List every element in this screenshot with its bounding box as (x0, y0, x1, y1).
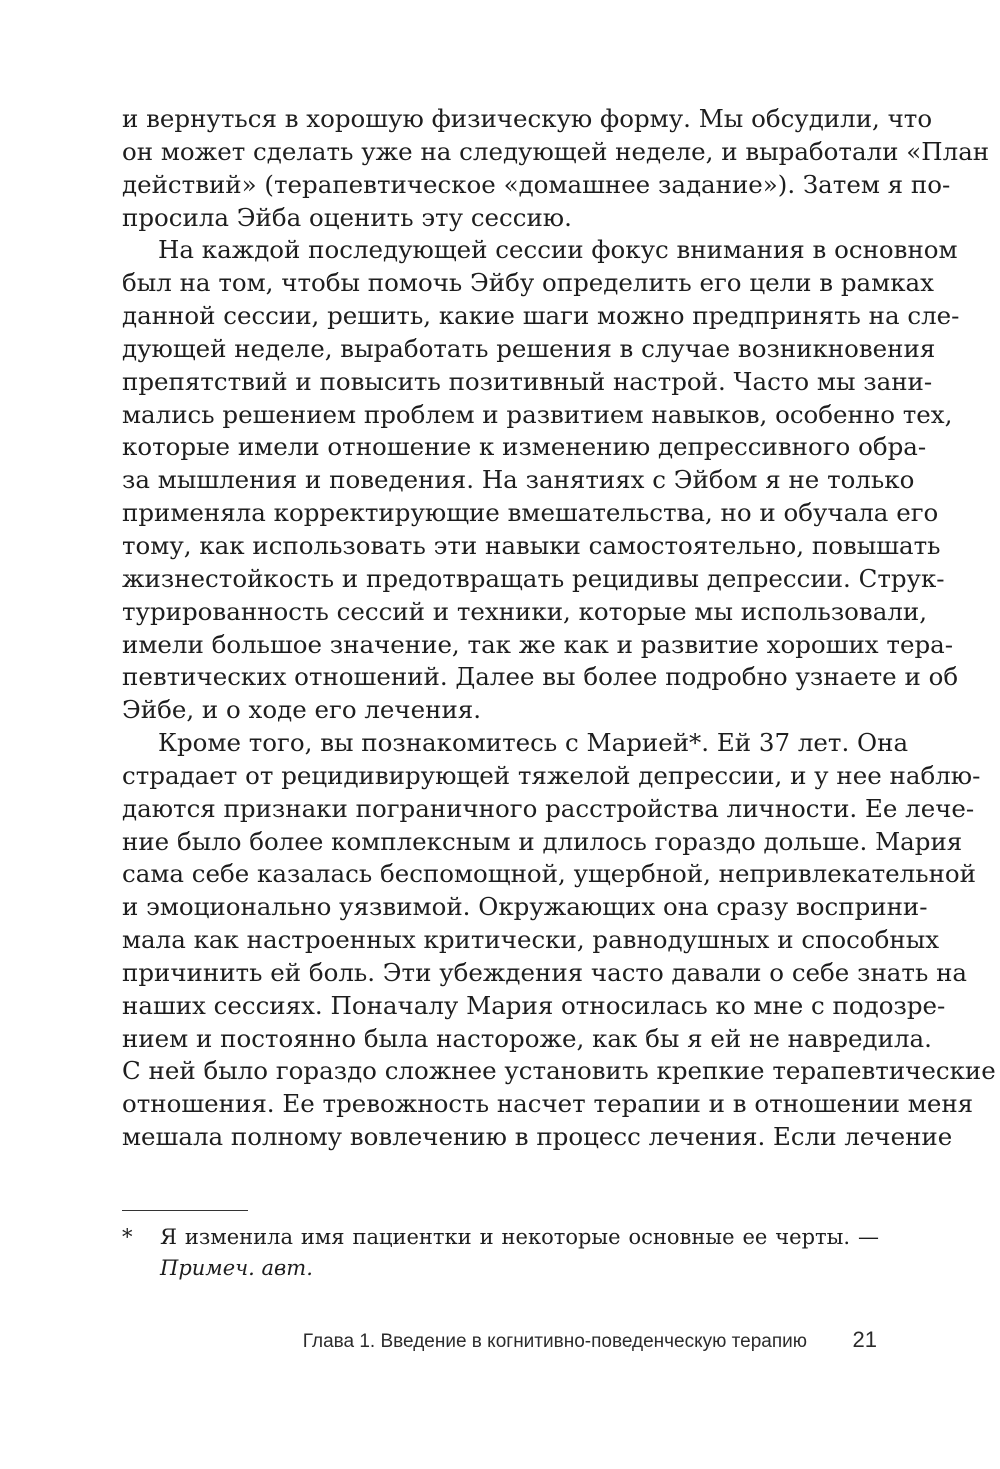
text-line: нием и постоянно была настороже, как бы я ей не навредила. (122, 1023, 932, 1053)
text-line: мала как настроенных критически, равнодушных и способных (122, 925, 940, 955)
text-line: имели большое значение, так же как и развитие хороших тера- (122, 629, 954, 659)
text-line: был на том, чтобы помочь Эйбу определить его цели в рамках (122, 268, 934, 298)
text-line: данной сессии, решить, какие шаги можно предпринять на сле- (122, 301, 960, 331)
text-line: наших сессиях. Поначалу Мария относилась ко мне с подозре- (122, 990, 946, 1020)
text-line: и эмоционально уязвимой. Окружающих она сразу восприни- (122, 892, 928, 922)
text-line: просила Эйба оценить эту сессию. (122, 202, 572, 232)
text-line: отношения. Ее тревожность насчет терапии и в отношении меня (122, 1089, 974, 1119)
text-line: сама себе казалась беспомощной, ущербной, непривлекательной (122, 859, 976, 889)
body-text (122, 103, 996, 1154)
text-line: турированность сессий и техники, которые мы использовали, (122, 596, 928, 626)
text-line: он может сделать уже на следующей неделе, и выработали «План (122, 136, 990, 166)
text-line: действий» (терапевтическое «домашнее задание»). Затем я по- (122, 169, 951, 199)
text-line: тому, как использовать эти навыки самостоятельно, повышать (122, 530, 941, 560)
text-line: применяла корректирующие вмешательства, но и обучала его (122, 498, 939, 528)
running-footer (122, 1327, 879, 1357)
text-line: Эйбе, и о ходе его лечения. (122, 695, 482, 725)
text-line: С ней было гораздо сложнее установить крепкие терапевтические (122, 1056, 996, 1086)
paragraph-first-line: На каждой последующей сессии фокус внимания в основном (158, 235, 958, 265)
text-line: за мышления и поведения. На занятиях с Эйбом я не только (122, 465, 915, 495)
footnote-marker: * (122, 1225, 133, 1249)
page-number: 21 (852, 1327, 877, 1352)
text-line: и вернуться в хорошую физическую форму. Мы обсудили, что (122, 104, 933, 133)
text-line: жизнестойкость и предотвращать рецидивы депрессии. Струк- (122, 563, 945, 593)
text-line: дующей неделе, выработать решения в случае возникновения (122, 333, 936, 363)
text-line: мешала полному вовлечению в процесс лечения. Если лечение (122, 1122, 953, 1152)
text-line: ние было более комплексным и длилось гораздо дольше. Мария (122, 826, 963, 856)
text-line: певтических отношений. Далее вы более подробно узнаете и об (122, 662, 959, 692)
text-line: страдает от рецидивирующей тяжелой депрессии, и у нее наблю- (122, 760, 981, 790)
text-line: причинить ей боль. Эти убеждения часто давали о себе знать на (122, 957, 968, 987)
text-line: которые имели отношение к изменению депрессивного обра- (122, 432, 927, 462)
footnote (122, 1222, 879, 1284)
chapter-title: Глава 1. Введение в когнитивно-поведенческую терапию (302, 1331, 807, 1352)
footnote-attribution: Примеч. авт. (160, 1256, 313, 1280)
text-line: даются признаки пограничного расстройства личности. Ее лече- (122, 793, 975, 823)
paragraph-first-line: Кроме того, вы познакомитесь с Марией*. Ей 37 лет. Она (158, 728, 909, 758)
text-line: препятствий и повысить позитивный настрой. Часто мы зани- (122, 366, 933, 396)
footnote-divider (122, 1210, 248, 1211)
footnote-line: Я изменила имя пациентки и некоторые основные ее черты. — (160, 1225, 879, 1249)
text-line: мались решением проблем и развитием навыков, особенно тех, (122, 399, 953, 429)
footnote-text (160, 1222, 879, 1284)
